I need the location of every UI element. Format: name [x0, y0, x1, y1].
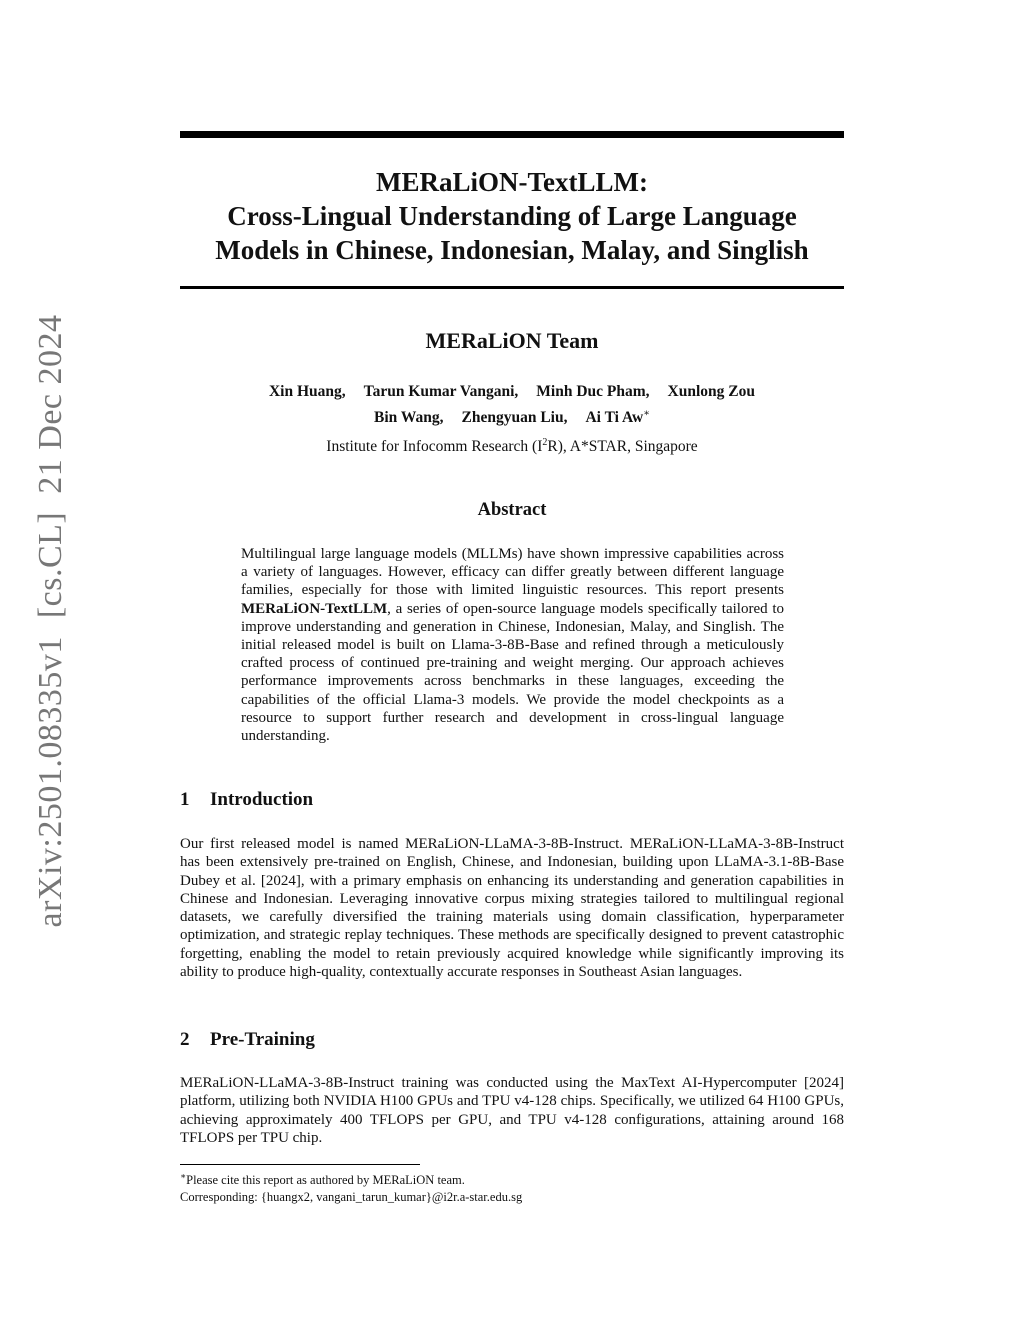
introduction-paragraph: Our first released model is named MERaLiON-LLaMA-3-8B-Instruct. MERaLiON-LLaMA-3-8B-Instruct has been extensively pre-trained on English, Chinese, and Indonesian, building upon LLaMA-3.1-8B-Base Dubey et al. [2024], with a primary emphasis on enhancing its understanding and generation capabilities in Chinese and Indonesian. Leveraging innovative corpus mixing strategies tailored to multilingual regional datasets, we carefully diversified the training materials using domain classification, hyperparameter optimization, and strategic replay techniques. These methods are specifically designed to prevent catastrophic forgetting, enabling the model to retain previously acquired knowledge while significantly improving its ability to produce high-quality, contextually accurate responses in Southeast Asian languages. [180, 836, 844, 981]
title-line-3: Models in Chinese, Indonesian, Malay, and Singlish [215, 235, 809, 265]
footnote [180, 1168, 844, 1206]
author-name: Bin Wang, [374, 409, 444, 427]
arxiv-date: 21 Dec 2024 [32, 314, 69, 494]
footnote-mark[interactable]: ∗ [643, 408, 650, 419]
affiliation-after: R), A*STAR, Singapore [547, 438, 698, 456]
section-heading-pre-training [180, 1028, 315, 1052]
affiliation [180, 433, 844, 457]
author-name: Xin Huang, [268, 383, 346, 400]
arxiv-id[interactable]: arXiv:2501.08335v1 [32, 636, 69, 928]
author-list [180, 381, 844, 429]
arxiv-stamp [32, 296, 70, 927]
title-line-1: MERaLiON-TextLLM: [376, 167, 648, 197]
author-name-with-mark [585, 409, 650, 426]
footnote-mark: ∗ [180, 1171, 187, 1181]
footnote-cite-text: Please cite this report as authored by MERaLiON team. [186, 1173, 465, 1188]
abstract-text [241, 545, 784, 745]
abstract-text-before: Multilingual large language models (MLLMs) have shown impressive capabilities across a variety of languages. However, efficacy can differ greatly between different language families, especially for those with limited linguistic resources. This report presents [241, 546, 784, 599]
paper-title [180, 165, 844, 267]
title-line-2: Cross-Lingual Understanding of Large Language [227, 201, 797, 231]
affiliation-before: Institute for Infocomm Research (I [326, 438, 543, 456]
section-heading-introduction [180, 788, 313, 812]
section-title: Introduction [210, 789, 314, 810]
footnote-corresponding: Corresponding: {huangx2, vangani_tarun_kumar}@i2r.a-star.edu.sg [180, 1190, 523, 1205]
author-name: Xunlong Zou [667, 383, 755, 400]
model-name-bold: MERaLiON-TextLLM [241, 600, 388, 617]
author-name: Zhengyuan Liu, [461, 409, 568, 427]
pre-training-paragraph: MERaLiON-LLaMA-3-8B-Instruct training was conducted using the MaxText AI-Hypercomputer [2024] platform, utilizing both NVIDIA H100 GPUs and TPU v4-128 chips. Specifically, we utilized 64 H100 GPUs, achieving approximately 400 TFLOPS per GPU, and TPU v4-128 configurations, attaining around 168 TFLOPS per TPU chip. [180, 1075, 844, 1146]
footnote-rule [180, 1164, 420, 1165]
team-name: MERaLiON Team [425, 328, 599, 353]
title-top-rule [180, 131, 844, 138]
footnote-cite [180, 1168, 844, 1189]
author-row-2 [180, 403, 844, 429]
abstract-heading: Abstract [477, 500, 547, 520]
author-row-1 [180, 381, 844, 403]
arxiv-category: [cs.CL] [32, 511, 69, 619]
affiliation-superscript: 2 [542, 437, 548, 448]
author-name: Tarun Kumar Vangani, [363, 383, 519, 400]
section-number: 1 [180, 789, 190, 810]
author-name: Ai Ti Aw [585, 409, 644, 427]
author-name: Minh Duc Pham, [536, 383, 650, 400]
section-number: 2 [180, 1029, 190, 1050]
title-bottom-rule [180, 286, 844, 289]
abstract-text-after: , a series of open-source language models specifically tailored to improve understanding and generation in Chinese, Indonesian, Malay, and Singlish. The initial released model is built on Llama-3-8B-Base and refined through a meticulously crafted process of continued pre-training and weight merging. Our approach achieves performance improvements across benchmarks in these languages, exceeding the capabilities of the official Llama-3 models. We provide the model checkpoints as a resource to support further research and development in cross-lingual language understanding. [241, 600, 784, 745]
section-title: Pre-Training [210, 1029, 315, 1050]
